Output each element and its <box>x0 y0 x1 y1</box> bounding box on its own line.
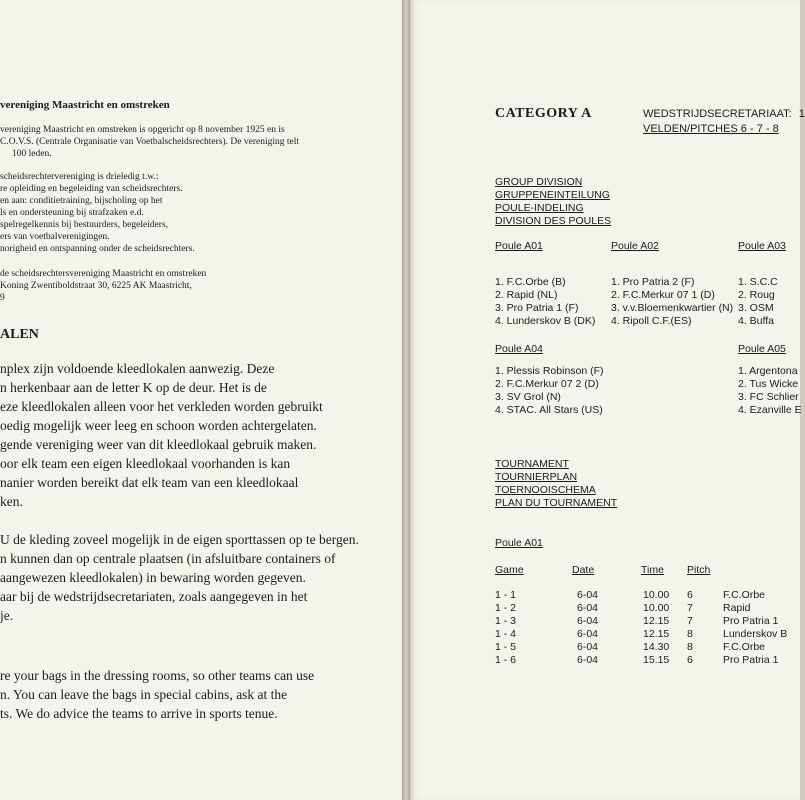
team-entry: 1. Pro Patria 2 (F) <box>611 276 695 288</box>
text-line: U de kleding zoveel mogelijk in de eigen sporttassen op te bergen. <box>0 532 359 547</box>
table-row <box>495 589 805 602</box>
heading-line: TOURNIERPLAN <box>495 471 578 483</box>
secretariat-number: 1 <box>798 108 805 120</box>
poule-a02 <box>611 240 733 328</box>
game-cell: 1 - 2 <box>495 602 517 614</box>
pitches-label: VELDEN/PITCHES 6 - 7 - 8 <box>643 123 779 135</box>
game-cell: 1 - 5 <box>495 641 517 653</box>
heading-line: TOERNOOISCHEMA <box>495 484 596 496</box>
poule-a05 <box>738 343 802 417</box>
text-line: n kunnen dan op centrale plaatsen (in afsluitbare containers of <box>0 551 336 566</box>
time-cell: 12.15 <box>643 628 670 640</box>
team-entry: 1. F.C.Orbe (B) <box>495 276 566 288</box>
text-line: eze kleedlokalen alleen voor het verkleden worden gebruikt <box>0 399 323 414</box>
heading-line: TOURNAMENT <box>495 458 569 470</box>
heading-line: GROUP DIVISION <box>495 176 583 188</box>
team-entry: 3. OSM <box>738 302 774 314</box>
team-entry: 1. Argentona <box>738 365 798 377</box>
time-cell: 15.15 <box>643 654 670 666</box>
poule-title: Poule A01 <box>495 240 543 252</box>
goal-line: scheidsrechtervereniging is drieledig t.w.: <box>0 172 159 182</box>
team-entry: 3. SV Grol (N) <box>495 391 561 403</box>
text-line: je. <box>0 608 14 623</box>
poule-title: Poule A04 <box>495 343 543 355</box>
secretariat-text: WEDSTRIJDSECRETARIAAT: <box>643 108 792 120</box>
goal-line: ls en ondersteuning bij strafzaken e.d. <box>0 208 144 218</box>
text-line: oor elk team een eigen kleedlokaal voorhanden is kan <box>0 456 291 471</box>
team-entry: 3. Pro Patria 1 (F) <box>495 302 579 314</box>
text-line: oedig mogelijk weer leeg en schoon worden achtergelaten. <box>0 418 317 433</box>
pitch-cell: 6 <box>687 654 693 666</box>
section-heading: ALEN <box>0 327 39 342</box>
schedule-header-game: Game <box>495 564 524 576</box>
address-block <box>0 268 206 304</box>
date-cell: 6-04 <box>577 602 599 614</box>
team-entry: 4. Ezanville E <box>738 404 802 416</box>
game-cell: 1 - 3 <box>495 615 517 627</box>
secretariat-label <box>643 108 805 120</box>
time-cell: 10.00 <box>643 602 670 614</box>
team-cell: Pro Patria 1 <box>723 615 779 627</box>
address-line: de scheidsrechtersvereniging Maastricht en omstreken <box>0 269 207 279</box>
date-cell: 6-04 <box>577 628 599 640</box>
table-row <box>495 641 805 654</box>
address-line: Koning Zwentiboldstraat 30, 6225 AK Maastricht, <box>0 281 192 291</box>
schedule-table <box>495 589 805 667</box>
right-page <box>410 0 805 800</box>
poule-a04 <box>495 343 610 417</box>
text-line: ken. <box>0 494 23 509</box>
heading-line: POULE-INDELING <box>495 202 584 214</box>
team-entry: 2. Roug <box>738 289 775 301</box>
pitch-cell: 8 <box>687 628 693 640</box>
text-line: aar bij de wedstrijdsecretariaten, zoals aangegeven in het <box>0 589 308 604</box>
pitch-cell: 8 <box>687 641 693 653</box>
goal-line: re opleiding en begeleiding van scheidsrechters. <box>0 184 183 194</box>
poule-title: Poule A03 <box>738 240 786 252</box>
table-row <box>495 654 805 667</box>
team-entry: 4. Lunderskov B (DK) <box>495 315 596 327</box>
date-cell: 6-04 <box>577 615 599 627</box>
bags-paragraph-dutch <box>0 530 359 625</box>
time-cell: 10.00 <box>643 589 670 601</box>
category-title: CATEGORY A <box>495 106 592 121</box>
time-cell: 12.15 <box>643 615 670 627</box>
poule-title: Poule A02 <box>611 240 659 252</box>
team-entry: 4. Buffa <box>738 315 775 327</box>
intro-block <box>0 124 299 160</box>
team-entry: 2. F.C.Merkur 07 2 (D) <box>495 378 599 390</box>
time-cell: 14.30 <box>643 641 670 653</box>
intro-line: C.O.V.S. (Centrale Organisatie van Voetbalscheidsrechters). De vereniging telt <box>0 137 299 147</box>
schedule-poule-title: Poule A01 <box>495 537 543 549</box>
text-line: nplex zijn voldoende kleedlokalen aanwezig. Deze <box>0 361 275 376</box>
game-cell: 1 - 6 <box>495 654 517 666</box>
tournament-heading <box>495 458 617 510</box>
intro-line: vereniging Maastricht en omstreken is opgericht op 8 november 1925 en is <box>0 125 285 135</box>
group-division-heading <box>495 176 611 228</box>
table-row <box>495 628 805 641</box>
association-heading: vereniging Maastricht en omstreken <box>0 99 170 111</box>
date-cell: 6-04 <box>577 641 599 653</box>
goal-line: en aan: conditietraining, bijscholing op het <box>0 196 163 206</box>
team-entry: 1. S.C.C <box>738 276 778 288</box>
team-entry: 2. Rapid (NL) <box>495 289 558 301</box>
text-line: nanier worden bereikt dat elk team van een kleedlokaal <box>0 475 299 490</box>
goal-line: ers van voetbalverenigingen. <box>0 232 110 242</box>
goal-line: spelregelkennis bij bestuurders, begeleiders, <box>0 220 169 230</box>
team-entry: 3. FC Schlier <box>738 391 799 403</box>
team-cell: Pro Patria 1 <box>723 654 779 666</box>
team-entry: 2. F.C.Merkur 07 1 (D) <box>611 289 715 301</box>
pitch-cell: 7 <box>687 602 693 614</box>
team-cell: Lunderskov B <box>723 628 788 640</box>
poule-title: Poule A05 <box>738 343 786 355</box>
text-line: gende vereniging weer van dit kleedlokaal gebruik maken. <box>0 437 317 452</box>
text-line: aangewezen kleedlokalen) in bewaring worden gegeven. <box>0 570 306 585</box>
bags-paragraph-english <box>0 666 314 723</box>
goals-block <box>0 171 195 255</box>
team-cell: Rapid <box>723 602 751 614</box>
intro-line: 100 leden. <box>12 149 52 159</box>
heading-line: PLAN DU TOURNAMENT <box>495 497 618 509</box>
game-cell: 1 - 4 <box>495 628 517 640</box>
heading-line: GRUPPENEINTEILUNG <box>495 189 610 201</box>
schedule-header-time: Time <box>641 564 664 576</box>
team-entry: 3. v.v.Bloemenkwartier (N) <box>611 302 734 314</box>
goal-line: norigheid en ontspanning onder de scheidsrechters. <box>0 244 195 254</box>
team-cell: F.C.Orbe <box>723 641 766 653</box>
book-gutter <box>402 0 410 800</box>
team-entry: 2. Tus Wicke <box>738 378 799 390</box>
text-line: n. You can leave the bags in special cabins, ask at the <box>0 687 288 702</box>
team-cell: F.C.Orbe <box>723 589 766 601</box>
table-row <box>495 615 805 628</box>
schedule-header-pitch: Pitch <box>687 564 711 576</box>
date-cell: 6-04 <box>577 589 599 601</box>
heading-line: DIVISION DES POULES <box>495 215 612 227</box>
text-line: re your bags in the dressing rooms, so other teams can use <box>0 668 315 683</box>
text-line: ts. We do advice the teams to arrive in sports tenue. <box>0 706 278 721</box>
pitch-cell: 7 <box>687 615 693 627</box>
text-line: n herkenbaar aan de letter K op de deur. Het is de <box>0 380 267 395</box>
team-entry: 4. STAC. All Stars (US) <box>495 404 603 416</box>
team-entry: 1. Plessis Robinson (F) <box>495 365 604 377</box>
date-cell: 6-04 <box>577 654 599 666</box>
game-cell: 1 - 1 <box>495 589 517 601</box>
poule-a01 <box>495 240 595 328</box>
pitch-cell: 6 <box>687 589 693 601</box>
dressing-rooms-paragraph <box>0 359 323 511</box>
poule-a03 <box>738 240 786 328</box>
schedule-header-date: Date <box>572 564 595 576</box>
table-row <box>495 602 805 615</box>
address-line: 9 <box>0 293 5 303</box>
team-entry: 4. Ripoll C.F.(ES) <box>611 315 692 327</box>
